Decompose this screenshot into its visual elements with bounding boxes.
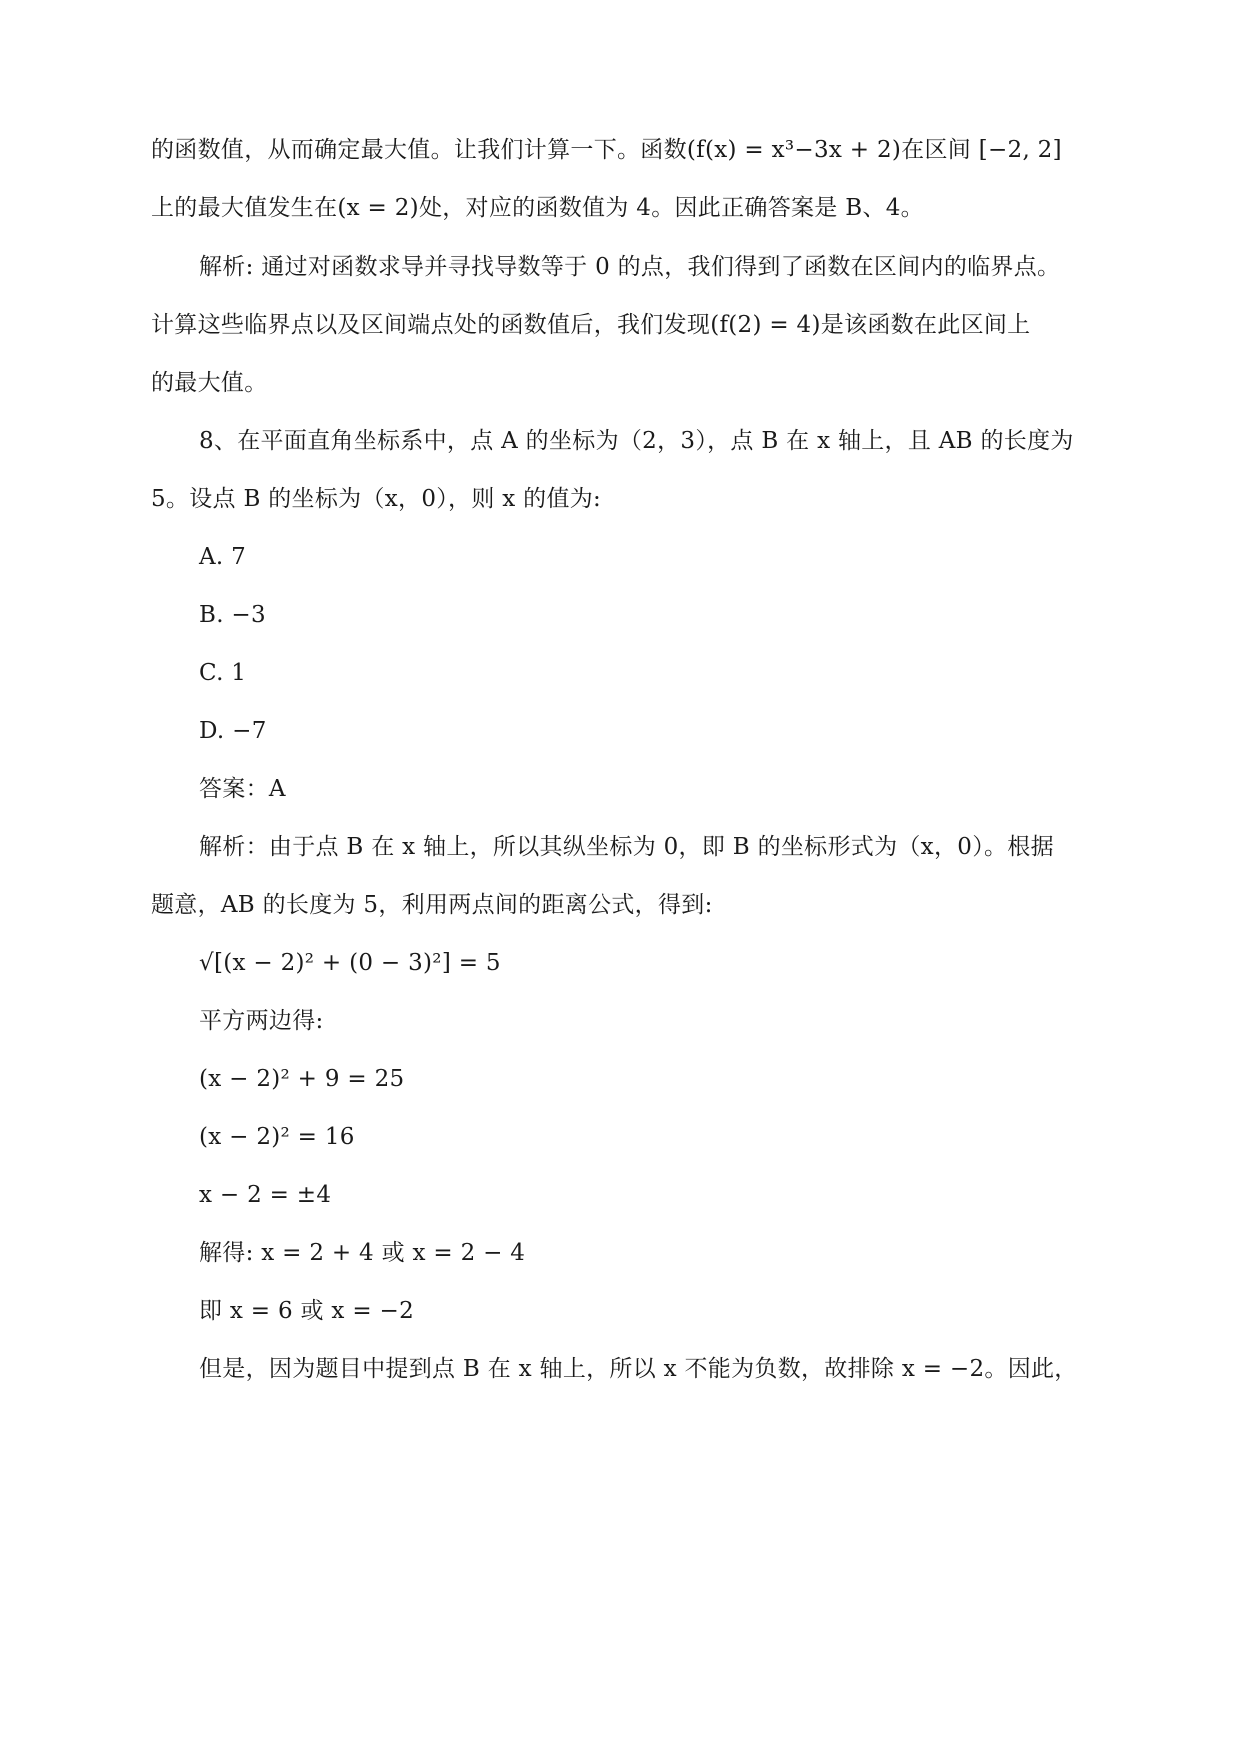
option-d: D. −7: [199, 718, 267, 744]
question-stem: 8、在平面直角坐标系中，点 A 的坐标为（2，3），点 B 在 x 轴上，且 AB 的长度为: [199, 428, 1074, 454]
conclusion-line: 但是，因为题目中提到点 B 在 x 轴上，所以 x 不能为负数，故排除 x = −2。因此，: [199, 1356, 1078, 1382]
step-line: 平方两边得:: [199, 1008, 324, 1034]
analysis-line: 解析：由于点 B 在 x 轴上，所以其纵坐标为 0，即 B 的坐标形式为（x，0）。根据: [199, 834, 1054, 860]
formula-line: 即 x = 6 或 x = −2: [199, 1298, 415, 1324]
formula-line: (x − 2)² + 9 = 25: [199, 1066, 405, 1092]
formula-line: (x − 2)² = 16: [199, 1124, 355, 1150]
text-line: 上的最大值发生在(x = 2)处，对应的函数值为 4。因此正确答案是 B、4。: [151, 195, 924, 221]
question-stem: 5。设点 B 的坐标为（x，0），则 x 的值为:: [151, 486, 602, 512]
option-a: A. 7: [199, 544, 247, 570]
analysis-line: 题意，AB 的长度为 5，利用两点间的距离公式，得到:: [151, 892, 713, 918]
formula-line: √[(x − 2)² + (0 − 3)²] = 5: [199, 950, 501, 976]
answer-line: 答案：A: [199, 776, 286, 802]
option-b: B. −3: [199, 602, 266, 628]
text-line: 计算这些临界点以及区间端点处的函数值后，我们发现(f(2) = 4)是该函数在此区间上: [151, 312, 1031, 338]
text-line: 的函数值，从而确定最大值。让我们计算一下。函数(f(x) = x³−3x + 2)在区间 [−2, 2]: [151, 137, 1062, 163]
formula-line: x − 2 = ±4: [199, 1182, 332, 1208]
formula-line: 解得: x = 2 + 4 或 x = 2 − 4: [199, 1240, 526, 1266]
option-c: C. 1: [199, 660, 247, 686]
text-line: 的最大值。: [151, 370, 268, 396]
analysis-heading-line: 解析: 通过对函数求导并寻找导数等于 0 的点，我们得到了函数在区间内的临界点。: [199, 254, 1061, 280]
